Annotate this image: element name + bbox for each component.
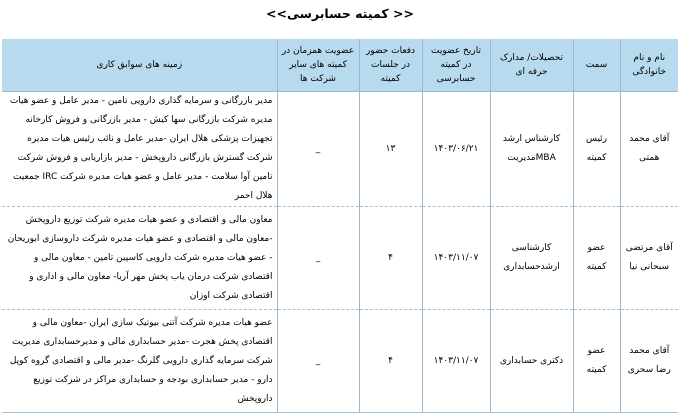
cell-background: معاون مالی و اقتصادی و عضو هیات مدیره شرکت توزیع داروپخش -معاون مالی و اقتصادی و عضو هیات مدیره شرکت داروسازی ابوریحان - عضو هیات مدیره شرکت دارویی کاسپین تامین - معاون مالی و اقتصادی شرکت درمان یاب پخش مهر آریا- معاون مالی و اداری و اقتصادی شرکت اوزان xyxy=(2,207,277,310)
page-title: <<کمیته حسابرسی >> xyxy=(266,6,414,21)
cell-date: ۱۴۰۳/۱۱/۰۷ xyxy=(422,310,490,413)
cell-position: عضو کمیته xyxy=(573,207,620,310)
header-other-committees: عضویت همزمان در کمیته های سایر شرکت ها xyxy=(277,39,359,92)
header-name: نام و نام خانوادگی xyxy=(620,39,678,92)
audit-committee-table xyxy=(2,39,678,413)
cell-other-committees: _ xyxy=(277,207,359,310)
table-row xyxy=(2,92,678,207)
cell-sessions: ۱۳ xyxy=(359,92,422,207)
cell-date: ۱۴۰۳/۰۶/۲۱ xyxy=(422,92,490,207)
cell-position: رئیس کمیته xyxy=(573,92,620,207)
header-sessions: دفعات حضور در جلسات کمیته xyxy=(359,39,422,92)
header-education: تحصیلات/ مدارک حرفه ای xyxy=(490,39,573,92)
cell-name: آقای محمد رضا سحری xyxy=(620,310,678,413)
table-row xyxy=(2,207,678,310)
header-position: سمت xyxy=(573,39,620,92)
cell-education: دکتری حسابداری xyxy=(490,310,573,413)
header-row xyxy=(2,39,678,92)
cell-other-committees: _ xyxy=(277,92,359,207)
cell-name: آقای مرتضی سبحانی نیا xyxy=(620,207,678,310)
header-date: تاریخ عضویت در کمیته حسابرسی xyxy=(422,39,490,92)
cell-date: ۱۴۰۳/۱۱/۰۷ xyxy=(422,207,490,310)
cell-sessions: ۴ xyxy=(359,310,422,413)
table-row xyxy=(2,310,678,413)
cell-position: عضو کمیته xyxy=(573,310,620,413)
cell-background: عضو هیات مدیره شرکت آتنی بیوتیک سازی ایران -معاون مالی و اقتصادی پخش هجرت -مدیر حسابداری مالی و مدیرحسابداری مدیریت شرکت سرمایه گذاری دارویی گلرنگ -مدیر مالی و اقتصادی گروه کوپل دارو - مدیر حسابداری بودجه و حسابداری مراکز در شرکت توزیع داروپخش xyxy=(2,310,277,413)
header-background: زمینه های سوابق کاری xyxy=(2,39,277,92)
cell-education: کارشناس ارشد MBAمدیریت xyxy=(490,92,573,207)
cell-name: آقای محمد همتی xyxy=(620,92,678,207)
cell-other-committees: _ xyxy=(277,310,359,413)
cell-education: کارشناسی ارشدحسابداری xyxy=(490,207,573,310)
cell-sessions: ۴ xyxy=(359,207,422,310)
cell-background: مدیر بازرگانی و سرمایه گذاری دارویی تامین - مدیر عامل و عضو هیات مدیره شرکت بازرگانی سها کیش - مدیر بازرگانی و فروش کارخانه تجهیزات پزشکی هلال ایران -مدیر عامل و نائب رئیس هیات مدیره شرکت گسترش بازرگانی داروپخش - مدیر بازاریابی و فروش شرکت تامین آوا سلامت - مدیر عامل و عضو هیات مدیره شرکت IRC جمعیت هلال احمر xyxy=(2,92,277,207)
